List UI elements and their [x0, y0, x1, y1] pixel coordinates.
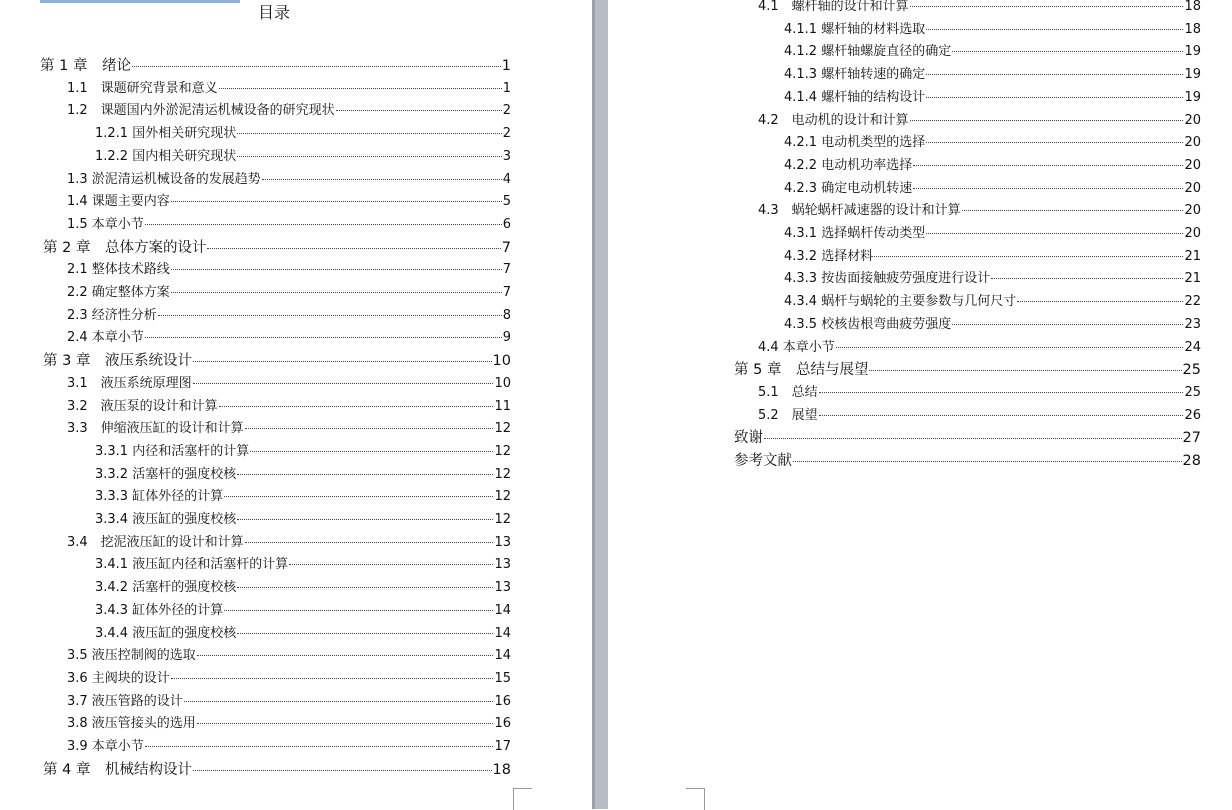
toc-entry-label: 1.2.1 国外相关研究现状: [95, 126, 237, 142]
toc-entry[interactable]: [67, 398, 511, 416]
toc-entry[interactable]: [758, 112, 1201, 130]
toc-entry[interactable]: [67, 420, 511, 438]
toc-page-number: 14: [494, 602, 511, 618]
toc-page-number: 20: [1184, 135, 1201, 151]
toc-page-number: 7: [502, 285, 511, 300]
toc-leader-dots: [171, 292, 502, 293]
toc-page-number: 20: [1184, 112, 1201, 128]
toc-page-number: 2: [502, 103, 511, 119]
toc-page-number: 16: [494, 716, 511, 732]
toc-entry-label: 第 1 章 绪论: [40, 58, 131, 74]
toc-entry-label: 3.3.4 液压缸的强度校核: [95, 512, 237, 527]
toc-leader-dots: [193, 770, 492, 771]
toc-entry[interactable]: [95, 488, 511, 506]
toc-entry-label: 参考文献: [734, 453, 792, 469]
toc-entry-label: 2.2 确定整体方案: [67, 285, 170, 300]
toc-leader-dots: [913, 165, 1183, 166]
toc-entry[interactable]: [784, 248, 1201, 266]
toc-entry[interactable]: [784, 43, 1201, 61]
document-page-right: [608, 0, 1232, 809]
toc-entry[interactable]: [784, 89, 1201, 107]
toc-entry[interactable]: [784, 180, 1201, 198]
toc-page-number: 8: [502, 307, 511, 323]
toc-entry-label: 致谢: [734, 430, 763, 447]
toc-entry-label: 1.4 课题主要内容: [67, 194, 170, 210]
toc-leader-dots: [764, 438, 1182, 439]
toc-entry-label: 第 5 章 总结与展望: [734, 362, 869, 379]
toc-entry[interactable]: [95, 443, 511, 461]
toc-page-number: 24: [1184, 339, 1201, 355]
toc-entry[interactable]: [43, 761, 511, 779]
toc-leader-dots: [836, 347, 1184, 348]
toc-leader-dots: [219, 88, 502, 89]
toc-entry-label: 3.6 主阀块的设计: [67, 670, 170, 686]
toc-entry-label: 4.3.1 选择蜗杆传动类型: [784, 226, 926, 241]
toc-leader-dots: [793, 461, 1182, 462]
toc-page-number: 1: [501, 58, 511, 74]
toc-leader-dots: [926, 29, 1183, 30]
crop-mark-bottom-left: [513, 788, 532, 810]
toc-entry[interactable]: [758, 384, 1201, 402]
toc-entry-label: 3.3.3 缸体外径的计算: [95, 489, 224, 505]
toc-entry-label: 4.2.2 电动机功率选择: [784, 157, 913, 173]
toc-entry-label: 3.3 伸缩液压缸的设计和计算: [67, 421, 244, 437]
toc-page-number: 25: [1184, 384, 1201, 400]
toc-entry-label: 3.7 液压管路的设计: [67, 693, 183, 709]
toc-page-number: 14: [494, 648, 511, 664]
toc-leader-dots: [237, 633, 493, 634]
toc-entry[interactable]: [40, 57, 511, 75]
toc-entry-label: 3.3.2 活塞杆的强度校核: [95, 466, 237, 482]
toc-leader-dots: [952, 51, 1183, 52]
toc-entry-label: 4.3.2 选择材料: [784, 248, 874, 264]
toc-entry-label: 3.9 本章小节: [67, 739, 144, 754]
toc-entry-label: 4.1.1 螺杆轴的材料选取: [784, 21, 926, 37]
toc-leader-dots: [819, 392, 1184, 393]
toc-entry[interactable]: [95, 556, 511, 574]
toc-page-number: 20: [1184, 180, 1201, 196]
toc-entry-label: 4.3 蜗轮蜗杆减速器的设计和计算: [758, 203, 961, 219]
toc-page-number: 6: [502, 216, 511, 232]
toc-leader-dots: [926, 142, 1183, 143]
toc-entry-label: 3.3.1 内径和活塞杆的计算: [95, 443, 250, 459]
toc-page-number: 12: [494, 489, 511, 505]
toc-leader-dots: [237, 156, 502, 157]
toc-entry-label: 4.1.4 螺杆轴的结构设计: [784, 89, 926, 105]
toc-page-number: 20: [1184, 226, 1201, 241]
toc-leader-dots: [336, 110, 502, 111]
toc-entry-label: 3.2 液压泵的设计和计算: [67, 398, 218, 414]
toc-entry-label: 4.2.1 电动机类型的选择: [784, 135, 926, 151]
toc-entry-label: 3.4.3 缸体外径的计算: [95, 602, 224, 618]
toc-entry[interactable]: [95, 625, 511, 643]
toc-entry-label: 4.2.3 确定电动机转速: [784, 180, 913, 196]
toc-leader-dots: [219, 406, 494, 407]
toc-entry[interactable]: [734, 429, 1201, 447]
toc-entry[interactable]: [734, 361, 1201, 379]
toc-entry-label: 3.1 液压系统原理图: [67, 375, 192, 391]
toc-leader-dots: [952, 324, 1183, 325]
toc-entry-label: 4.3.5 校核齿根弯曲疲劳强度: [784, 316, 952, 332]
toc-page-number: 21: [1184, 248, 1201, 264]
toc-page-number: 12: [494, 466, 511, 482]
toc-leader-dots: [991, 278, 1183, 279]
toc-entry[interactable]: [95, 602, 511, 620]
toc-page-number: 12: [494, 421, 511, 437]
toc-entry[interactable]: [67, 171, 511, 189]
toc-page-number: 16: [494, 693, 511, 709]
toc-page-number: 1: [502, 80, 511, 96]
toc-entry[interactable]: [67, 284, 511, 302]
toc-leader-dots: [250, 451, 493, 452]
toc-title: 目录: [258, 3, 291, 22]
toc-entry[interactable]: [734, 452, 1201, 470]
toc-entry[interactable]: [67, 193, 511, 211]
toc-entry[interactable]: [784, 293, 1201, 311]
toc-leader-dots: [237, 587, 493, 588]
toc-leader-dots: [171, 269, 502, 270]
toc-entry-label: 5.1 总结: [758, 384, 818, 400]
toc-page-number: 19: [1184, 44, 1201, 60]
toc-page-number: 22: [1184, 294, 1201, 310]
toc-leader-dots: [193, 361, 492, 362]
crop-mark-bottom-right: [686, 788, 705, 810]
toc-page-number: 2: [502, 126, 511, 142]
toc-page-number: 20: [1184, 203, 1201, 219]
toc-entry[interactable]: [95, 125, 511, 143]
toc-leader-dots: [245, 428, 494, 429]
toc-entry[interactable]: [67, 307, 511, 325]
toc-entry[interactable]: [95, 466, 511, 484]
toc-entry-label: 3.8 液压管接头的选用: [67, 716, 196, 732]
toc-entry-label: 1.5 本章小节: [67, 216, 144, 232]
toc-entry[interactable]: [95, 148, 511, 166]
toc-leader-dots: [913, 188, 1183, 189]
toc-leader-dots: [1017, 301, 1183, 302]
toc-entry[interactable]: [67, 80, 511, 98]
toc-entry-label: 4.1.3 螺杆轴转速的确定: [784, 67, 926, 83]
toc-page-number: 4: [502, 171, 511, 187]
toc-leader-dots: [910, 6, 1184, 7]
toc-leader-dots: [197, 723, 494, 724]
toc-entry[interactable]: [784, 134, 1201, 152]
toc-entry-label: 1.2 课题国内外淤泥清运机械设备的研究现状: [67, 103, 335, 119]
toc-page-number: 19: [1184, 89, 1201, 105]
toc-leader-dots: [224, 610, 493, 611]
toc-leader-dots: [237, 519, 493, 520]
toc-page-number: 21: [1184, 271, 1201, 287]
toc-page-number: 14: [494, 625, 511, 641]
toc-page-number: 28: [1182, 453, 1201, 469]
toc-leader-dots: [237, 474, 493, 475]
toc-page-number: 17: [494, 739, 511, 754]
toc-leader-dots: [869, 370, 1181, 371]
toc-leader-dots: [171, 201, 502, 202]
toc-page-number: 11: [494, 398, 511, 414]
toc-page-number: 18: [492, 761, 511, 778]
toc-entry[interactable]: [67, 693, 511, 711]
selection-highlight-bar: [40, 0, 240, 3]
toc-entry-label: 第 2 章 总体方案的设计: [43, 239, 207, 256]
toc-entry[interactable]: [758, 339, 1201, 357]
toc-page-number: 13: [494, 557, 511, 573]
toc-page-number: 13: [494, 580, 511, 596]
toc-page-number: 13: [494, 534, 511, 550]
toc-entry[interactable]: [67, 670, 511, 688]
toc-entry[interactable]: [43, 239, 511, 257]
toc-leader-dots: [926, 233, 1183, 234]
page-gutter-shadow: [592, 0, 595, 809]
toc-entry[interactable]: [67, 102, 511, 120]
toc-leader-dots: [962, 210, 1184, 211]
toc-page-number: 15: [494, 670, 511, 686]
toc-entry[interactable]: [784, 21, 1201, 39]
toc-entry-label: 4.3.4 蜗杆与蜗轮的主要参数与几何尺寸: [784, 294, 1017, 310]
toc-entry[interactable]: [67, 534, 511, 552]
toc-entry[interactable]: [95, 579, 511, 597]
toc-entry-label: 4.1.2 螺杆轴螺旋直径的确定: [784, 44, 952, 60]
toc-entry[interactable]: [67, 261, 511, 279]
toc-page-number: 12: [494, 512, 511, 527]
toc-leader-dots: [158, 315, 502, 316]
toc-entry[interactable]: [67, 329, 511, 347]
toc-page-number: 7: [501, 239, 511, 256]
toc-page-number: 12: [494, 443, 511, 459]
toc-page-number: 26: [1184, 407, 1201, 423]
toc-leader-dots: [910, 120, 1184, 121]
toc-leader-dots: [874, 256, 1183, 257]
toc-entry[interactable]: [784, 270, 1201, 288]
toc-entry-label: 2.3 经济性分析: [67, 307, 157, 323]
toc-page-number: 25: [1182, 362, 1201, 379]
toc-entry-label: 3.4.1 液压缸内径和活塞杆的计算: [95, 557, 289, 573]
toc-leader-dots: [262, 179, 502, 180]
toc-leader-dots: [145, 224, 502, 225]
toc-entry-label: 2.1 整体技术路线: [67, 262, 170, 278]
toc-entry[interactable]: [784, 157, 1201, 175]
toc-entry[interactable]: [95, 511, 511, 529]
toc-page-number: 10: [492, 353, 511, 370]
toc-page-number: 10: [494, 375, 511, 391]
toc-entry-label: 1.1 课题研究背景和意义: [67, 80, 218, 96]
toc-page-number: 5: [502, 194, 511, 210]
toc-entry-label: 1.3 淤泥清运机械设备的发展趋势: [67, 171, 261, 187]
toc-leader-dots: [145, 337, 502, 338]
toc-entry-label: 4.2 电动机的设计和计算: [758, 112, 909, 128]
toc-page-number: 18: [1184, 21, 1201, 37]
toc-page-number: 7: [502, 262, 511, 278]
toc-entry-label: 3.4.2 活塞杆的强度校核: [95, 580, 237, 596]
toc-leader-dots: [193, 383, 494, 384]
toc-entry[interactable]: [43, 352, 511, 370]
toc-leader-dots: [197, 655, 494, 656]
toc-entry-label: 4.3.3 按齿面接触疲劳强度进行设计: [784, 271, 991, 287]
toc-entry[interactable]: [784, 316, 1201, 334]
toc-leader-dots: [171, 678, 494, 679]
toc-leader-dots: [237, 133, 502, 134]
toc-entry-label: 4.1 螺杆轴的设计和计算: [758, 0, 909, 14]
toc-leader-dots: [207, 248, 500, 249]
toc-entry[interactable]: [758, 0, 1201, 16]
toc-page-number: 27: [1182, 430, 1201, 447]
toc-entry[interactable]: [67, 375, 511, 393]
toc-entry[interactable]: [67, 216, 511, 234]
toc-leader-dots: [224, 496, 493, 497]
toc-page-number: 23: [1184, 316, 1201, 332]
document-page-left: [0, 0, 592, 809]
toc-leader-dots: [926, 97, 1183, 98]
toc-entry[interactable]: [67, 738, 511, 756]
toc-page-number: 9: [502, 330, 511, 346]
toc-entry-label: 3.5 液压控制阀的选取: [67, 648, 196, 664]
toc-entry-label: 第 4 章 机械结构设计: [43, 761, 192, 778]
toc-entry[interactable]: [758, 202, 1201, 220]
toc-page-number: 3: [502, 148, 511, 164]
toc-entry-label: 3.4 挖泥液压缸的设计和计算: [67, 534, 244, 550]
toc-entry[interactable]: [67, 647, 511, 665]
toc-entry-label: 5.2 展望: [758, 407, 818, 423]
toc-leader-dots: [819, 415, 1184, 416]
toc-entry-label: 2.4 本章小节: [67, 330, 144, 346]
toc-page-number: 18: [1184, 0, 1201, 14]
toc-entry[interactable]: [67, 715, 511, 733]
toc-entry[interactable]: [758, 407, 1201, 425]
toc-leader-dots: [145, 746, 494, 747]
toc-entry-label: 1.2.2 国内相关研究现状: [95, 148, 237, 164]
toc-leader-dots: [245, 542, 494, 543]
toc-entry-label: 3.4.4 液压缸的强度校核: [95, 625, 237, 641]
toc-leader-dots: [926, 74, 1183, 75]
toc-leader-dots: [184, 701, 494, 702]
toc-entry[interactable]: [784, 66, 1201, 84]
toc-entry-label: 4.4 本章小节: [758, 339, 835, 355]
toc-entry-label: 第 3 章 液压系统设计: [43, 353, 192, 370]
toc-page-number: 20: [1184, 157, 1201, 173]
toc-leader-dots: [132, 66, 501, 67]
toc-page-number: 19: [1184, 67, 1201, 83]
toc-leader-dots: [289, 564, 493, 565]
toc-entry[interactable]: [784, 225, 1201, 243]
